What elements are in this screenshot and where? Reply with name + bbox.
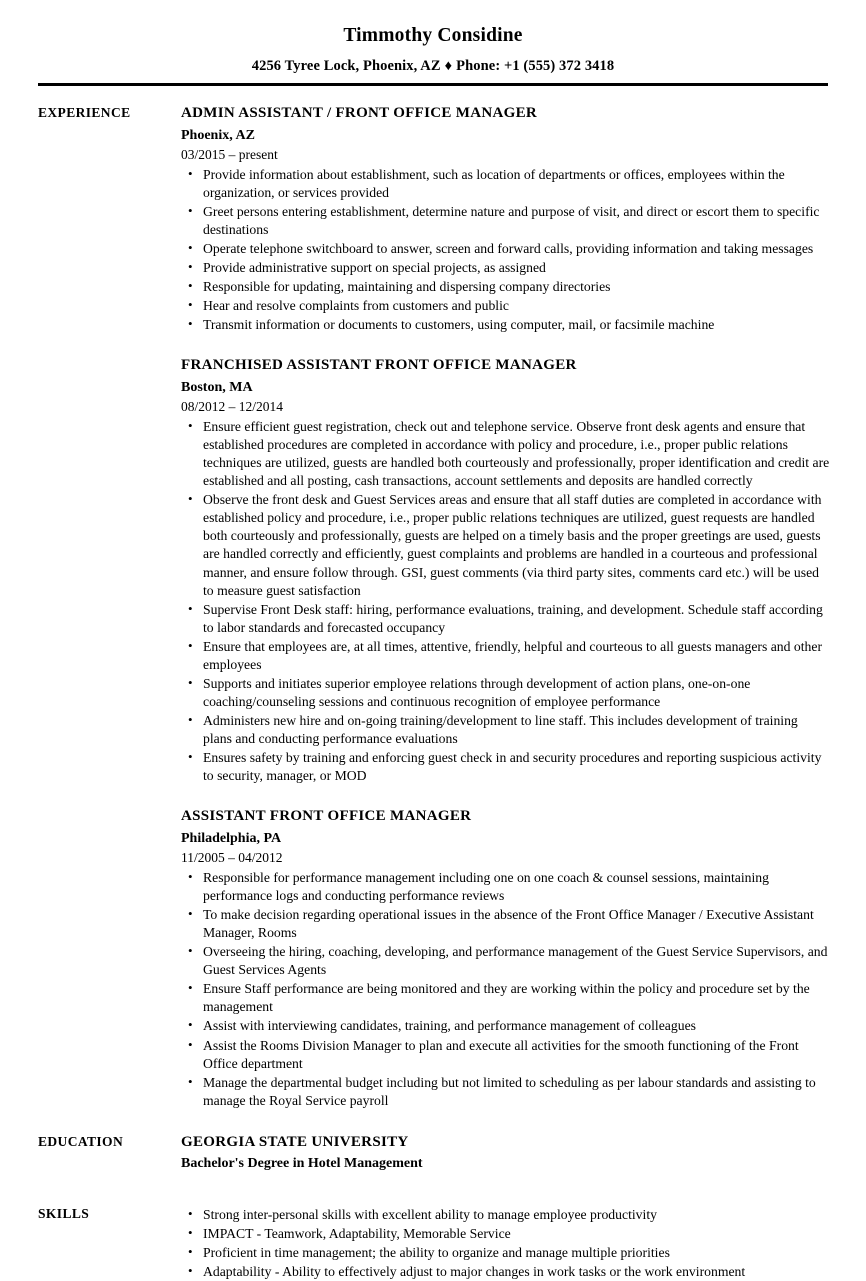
contact-phone: Phone: +1 (555) 372 3418: [456, 58, 615, 75]
section-label-education: EDUCATION: [38, 1133, 124, 1149]
list-item: • Operate telephone switchboard to answer, screen and forward calls, providing information and taking messages: [181, 240, 830, 258]
list-item: • Assist the Rooms Division Manager to plan and execute all activities for the smooth functioning of the Front Office department: [181, 1037, 830, 1073]
education-section: [0, 1132, 866, 1174]
contact-line: [0, 58, 866, 75]
education-body: [181, 1132, 830, 1174]
list-item: • Greet persons entering establishment, determine nature and purpose of visit, and direct or escort them to specific destinations: [181, 203, 830, 239]
diamond-separator-icon: ♦: [444, 58, 453, 75]
list-item: • Responsible for performance management including one on one coach & counsel sessions, maintaining performance logs and conducting performance reviews: [181, 869, 830, 905]
list-item: • Transmit information or documents to customers, using computer, mail, or facsimile machine: [181, 316, 830, 334]
section-label-experience: EXPERIENCE: [38, 105, 131, 121]
list-item: • Provide administrative support on special projects, as assigned: [181, 259, 830, 277]
list-item: • Hear and resolve complaints from customers and public: [181, 297, 830, 315]
list-item: • Manage the departmental budget including but not limited to scheduling as per labour standards and assisting to manage the Royal Service payroll: [181, 1074, 830, 1110]
list-item: • Proficient in time management; the ability to organize and manage multiple priorities: [181, 1244, 830, 1262]
job-entry: [181, 355, 830, 785]
contact-address: 4256 Tyree Lock, Phoenix, AZ: [251, 58, 441, 75]
list-item: • Ensure efficient guest registration, check out and telephone service. Observe front desk agents and ensure that established procedures are completed in accordance with policy and procedure, i.e., proper public relations techniques are utilized, guests are handled both courteously and professionally, proper identification and credit are established and all posting, cash transactions, account settlements and deposits are handled correctly: [181, 418, 830, 490]
list-item: • Ensure that employees are, at all times, attentive, friendly, helpful and courteous to all guests managers and other employees: [181, 638, 830, 674]
list-item: • Supports and initiates superior employee relations through development of action plans, one-on-one coaching/counseling sessions and continuous recognition of employee performance: [181, 675, 830, 711]
education-school: GEORGIA STATE UNIVERSITY: [181, 1133, 409, 1150]
list-item: • Administers new hire and on-going training/development to line staff. This includes development of training plans and conducting performance evaluations: [181, 712, 830, 748]
job-title: FRANCHISED ASSISTANT FRONT OFFICE MANAGER: [181, 357, 577, 374]
job-responsibilities: [181, 869, 830, 1110]
job-location: Phoenix, AZ: [181, 127, 255, 143]
job-dates: 08/2012 – 12/2014: [181, 399, 284, 415]
job-dates: 03/2015 – present: [181, 147, 278, 163]
job-title: ADMIN ASSISTANT / FRONT OFFICE MANAGER: [181, 105, 538, 122]
job-entry: [181, 103, 830, 334]
list-item: • Observe the front desk and Guest Services areas and ensure that all staff duties are completed in accordance with established policy and procedure, i.e., proper public relations techniques are utilized, guest requests are handled both courteously and professionally, guests are helped on a timely basis and the proper greetings are used, guests are handled correctly and efficiently, guest complaints and problems are handled in a courteous and professional manner, and ensure follow through. GSI, guest comments (via third party sites, comments card etc.) will be used to measure guest satisfaction: [181, 491, 830, 599]
list-item: • Supervise Front Desk staff: hiring, performance evaluations, training, and development. Schedule staff according to labor standards and forecasted occupancy: [181, 601, 830, 637]
section-label-skills: SKILLS: [38, 1205, 90, 1221]
job-location: Philadelphia, PA: [181, 830, 282, 846]
list-item: • Overseeing the hiring, coaching, developing, and performance management of the Guest Service Supervisors, and Guest Services Agents: [181, 943, 830, 979]
job-responsibilities: [181, 418, 830, 786]
job-entry: [181, 806, 830, 1109]
job-title: ASSISTANT FRONT OFFICE MANAGER: [181, 808, 472, 825]
list-item: • Strong inter-personal skills with excellent ability to manage employee productivity: [181, 1206, 830, 1224]
job-dates: 11/2005 – 04/2012: [181, 850, 283, 866]
education-degree: Bachelor's Degree in Hotel Management: [181, 1156, 423, 1172]
list-item: • Provide information about establishment, such as location of departments or offices, employees within the organization, or services provided: [181, 166, 830, 202]
skills-body: [181, 1204, 830, 1281]
list-item: • Ensures safety by training and enforcing guest check in and security procedures and reporting suspicious activity to security, manager, or MOD: [181, 749, 830, 785]
resume-header: [0, 0, 866, 86]
candidate-name: Timmothy Considine: [343, 25, 523, 46]
experience-body: [181, 103, 830, 1109]
skills-list: [181, 1206, 830, 1281]
header-divider: [38, 83, 828, 86]
list-item: • Adaptability - Ability to effectively adjust to major changes in work tasks or the work environment: [181, 1263, 830, 1281]
list-item: • Assist with interviewing candidates, training, and performance management of colleagues: [181, 1017, 830, 1035]
job-location: Boston, MA: [181, 379, 253, 395]
list-item: • Responsible for updating, maintaining and dispersing company directories: [181, 278, 830, 296]
job-responsibilities: [181, 166, 830, 335]
list-item: • To make decision regarding operational issues in the absence of the Front Office Manager / Executive Assistant Manager, Rooms: [181, 906, 830, 942]
education-entry: [181, 1132, 830, 1174]
experience-section: [0, 103, 866, 1109]
list-item: • Ensure Staff performance are being monitored and they are working within the policy and procedure set by the management: [181, 980, 830, 1016]
skills-section: [0, 1204, 866, 1281]
list-item: • IMPACT - Teamwork, Adaptability, Memorable Service: [181, 1225, 830, 1243]
